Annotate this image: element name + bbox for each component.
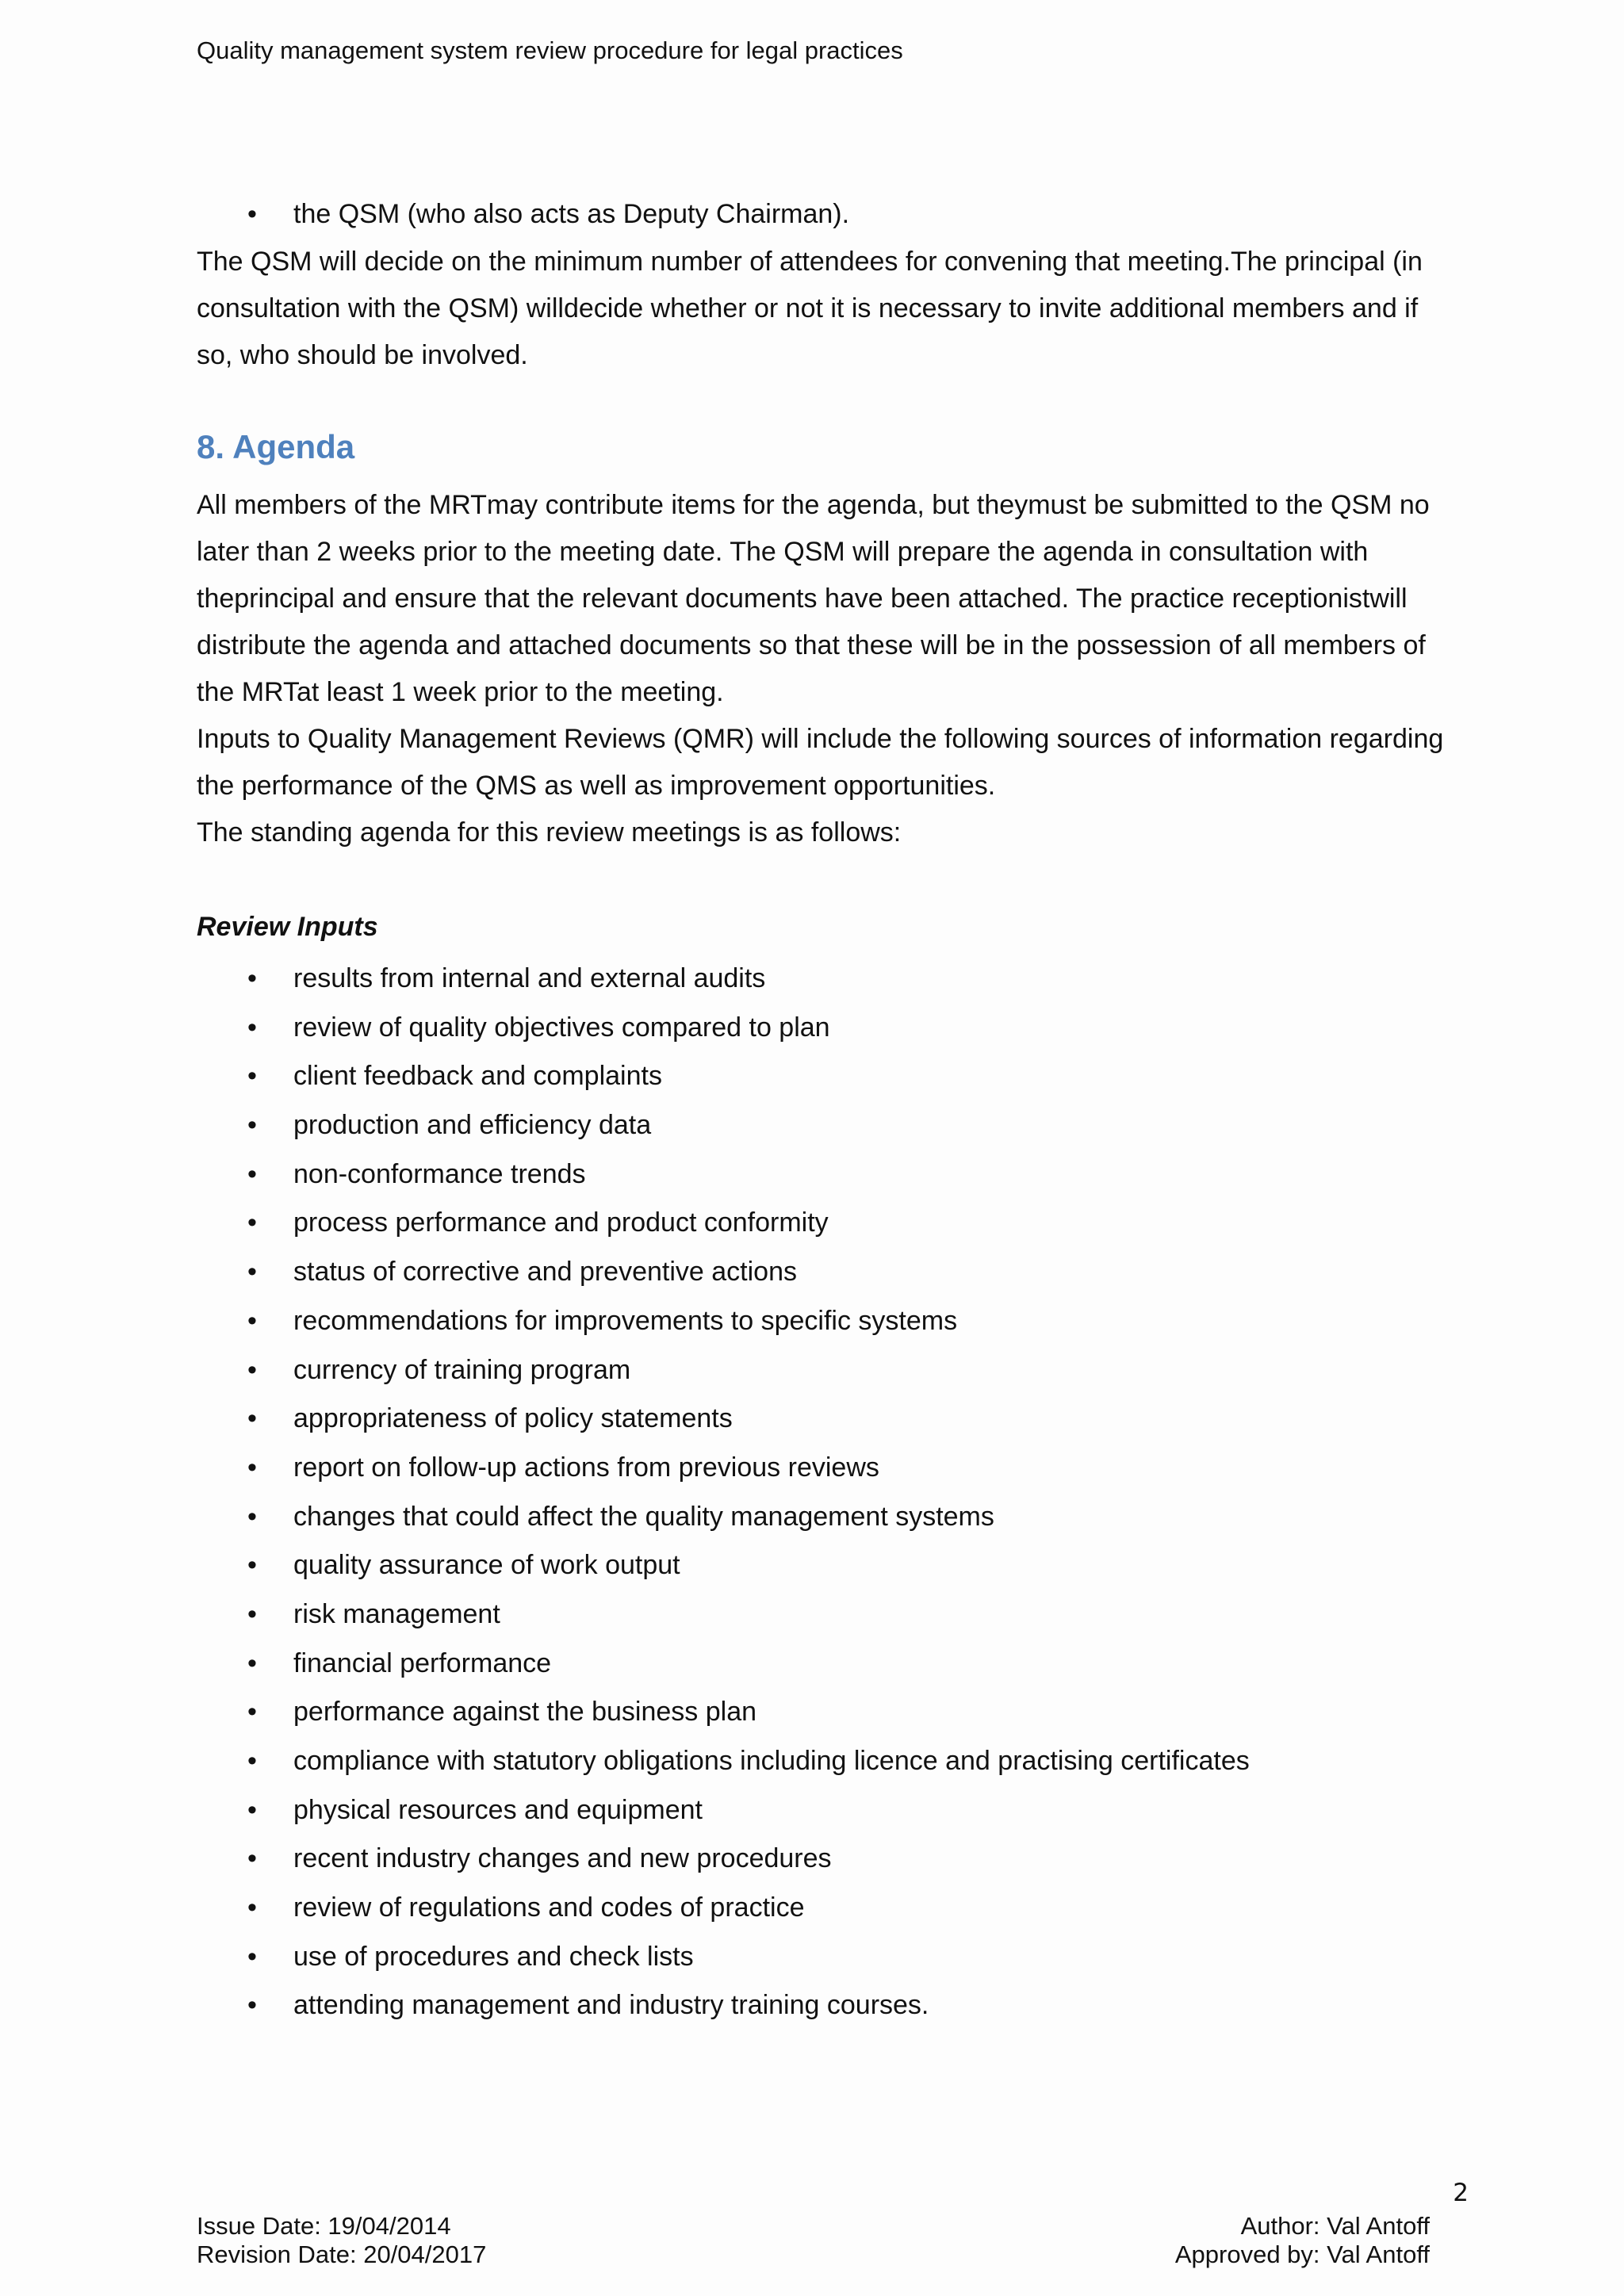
intro-bullet-list [197, 190, 1465, 239]
bullet-icon: • [247, 963, 257, 993]
bullet-icon: • [247, 1697, 257, 1728]
list-item-text: production and efficiency data [293, 1110, 652, 1141]
bullet-icon: • [247, 1452, 257, 1483]
list-item [197, 1199, 1465, 1248]
bullet-icon: • [247, 1843, 257, 1874]
list-item [197, 1444, 1465, 1493]
footer-dates [197, 2212, 486, 2269]
paragraph-line: theprincipal and ensure that the relevant documents have been attached. The practice receptionistwill [197, 584, 1408, 614]
list-item-text: financial performance [293, 1647, 552, 1678]
list-item [197, 955, 1465, 1004]
list-item-text: the QSM (who also acts as Deputy Chairman). [293, 199, 850, 229]
bullet-icon: • [247, 1403, 257, 1434]
bullet-icon: • [247, 1354, 257, 1385]
running-header: Quality management system review procedure for legal practices [197, 36, 903, 64]
paragraph-line: The QSM will decide on the minimum number of attendees for convening that meeting.The principal (in [197, 247, 1423, 277]
bullet-icon: • [247, 1598, 257, 1629]
list-item [197, 1493, 1465, 1542]
section-heading: 8. Agenda [197, 428, 355, 465]
list-item [197, 1150, 1465, 1200]
paragraph-line: consultation with the QSM) willdecide whether or not it is necessary to invite additional members and if [197, 293, 1419, 323]
bullet-icon: • [247, 1550, 257, 1581]
list-item [197, 1884, 1465, 1933]
list-item [197, 1981, 1465, 2030]
list-item [197, 1688, 1465, 1737]
review-inputs-heading: Review Inputs [197, 912, 378, 942]
bullet-icon: • [247, 1892, 257, 1923]
list-item-text: attending management and industry training courses. [293, 1990, 929, 2021]
list-item-text: performance against the business plan [293, 1697, 757, 1728]
list-item-text: results from internal and external audits [293, 963, 766, 993]
list-item-text: recommendations for improvements to specific systems [293, 1305, 958, 1336]
list-item-text: non-conformance trends [293, 1158, 586, 1189]
list-item-text: physical resources and equipment [293, 1794, 703, 1825]
intro-paragraph [197, 239, 1465, 379]
list-item-text: process performance and product conformity [293, 1207, 829, 1238]
author: Author: Val Antoff [1240, 2212, 1430, 2240]
bullet-icon: • [247, 1061, 257, 1092]
issue-date: Issue Date: 19/04/2014 [197, 2212, 451, 2240]
list-item [197, 1640, 1465, 1689]
list-item [197, 1737, 1465, 1786]
list-item [197, 1101, 1465, 1150]
bullet-icon: • [247, 1746, 257, 1776]
footer-authorship [1175, 2212, 1430, 2269]
list-item-text: client feedback and complaints [293, 1061, 662, 1092]
list-item-text: appropriateness of policy statements [293, 1403, 733, 1434]
list-item-text: review of regulations and codes of practice [293, 1892, 805, 1923]
paragraph-line: All members of the MRTmay contribute items for the agenda, but theymust be submitted to the QSM no [197, 490, 1430, 520]
list-item [197, 1052, 1465, 1101]
list-item-text: compliance with statutory obligations including licence and practising certificates [293, 1746, 1250, 1776]
paragraph-line: The standing agenda for this review meetings is as follows: [197, 817, 902, 848]
list-item [197, 1395, 1465, 1444]
paragraph-line: distribute the agenda and attached documents so that these will be in the possession of all members of [197, 630, 1426, 660]
paragraph-line: the performance of the QMS as well as improvement opportunities. [197, 771, 996, 801]
list-item [197, 1248, 1465, 1297]
bullet-icon: • [247, 1501, 257, 1532]
bullet-icon: • [247, 1647, 257, 1678]
list-item-text: review of quality objectives compared to plan [293, 1012, 830, 1043]
list-item [197, 1590, 1465, 1640]
list-item [197, 1297, 1465, 1346]
list-item-text: report on follow-up actions from previous reviews [293, 1452, 879, 1483]
list-item [197, 1004, 1465, 1053]
bullet-icon: • [247, 1207, 257, 1238]
paragraph-line: later than 2 weeks prior to the meeting date. The QSM will prepare the agenda in consultation with [197, 537, 1369, 567]
bullet-icon: • [247, 1794, 257, 1825]
revision-date: Revision Date: 20/04/2017 [197, 2241, 487, 2268]
bullet-icon: • [247, 1110, 257, 1141]
paragraph-line: the MRTat least 1 week prior to the meeting. [197, 677, 724, 707]
list-item [197, 1541, 1465, 1590]
bullet-icon: • [247, 1012, 257, 1043]
bullet-icon: • [247, 1305, 257, 1336]
bullet-icon: • [247, 1257, 257, 1288]
list-item-text: status of corrective and preventive actions [293, 1257, 797, 1288]
page-number: 2 [1453, 2179, 1469, 2207]
paragraph-line: so, who should be involved. [197, 340, 528, 370]
list-item-text: risk management [293, 1598, 500, 1629]
list-item [197, 190, 1465, 239]
list-item [197, 1346, 1465, 1395]
list-item [197, 1835, 1465, 1884]
list-item-text: changes that could affect the quality management systems [293, 1501, 994, 1532]
approved-by: Approved by: Val Antoff [1174, 2241, 1430, 2268]
bullet-icon: • [247, 1158, 257, 1189]
list-item [197, 1786, 1465, 1835]
review-inputs-list [197, 955, 1465, 2030]
list-item-text: currency of training program [293, 1354, 631, 1385]
agenda-paragraph [197, 482, 1465, 856]
list-item-text: quality assurance of work output [293, 1550, 680, 1581]
list-item-text: use of procedures and check lists [293, 1941, 694, 1972]
bullet-icon: • [247, 1990, 257, 2021]
list-item [197, 1933, 1465, 1982]
bullet-icon: • [247, 199, 257, 229]
paragraph-line: Inputs to Quality Management Reviews (QMR) will include the following sources of information regarding [197, 724, 1444, 754]
list-item-text: recent industry changes and new procedures [293, 1843, 832, 1874]
bullet-icon: • [247, 1941, 257, 1972]
